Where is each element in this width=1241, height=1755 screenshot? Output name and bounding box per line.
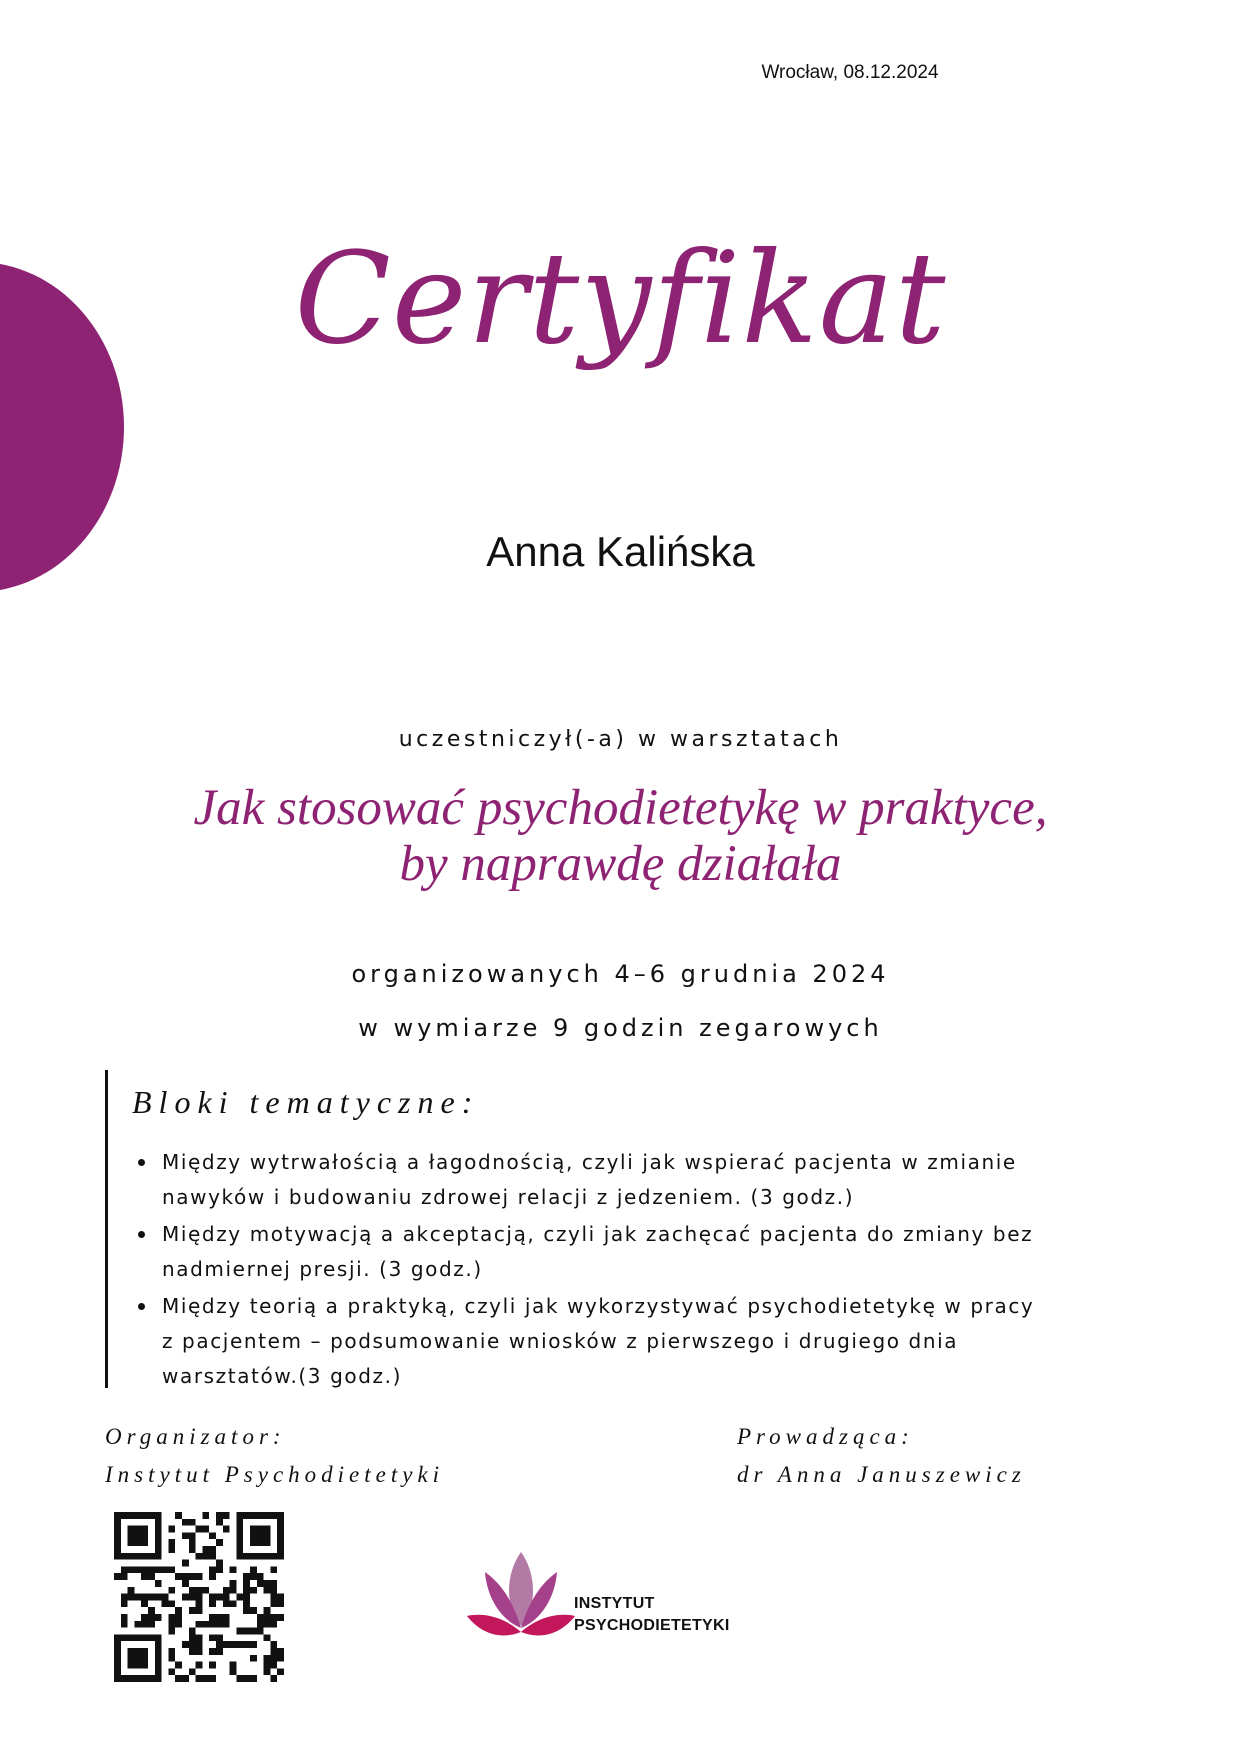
topic-line: warsztatów.(3 godz.): [162, 1364, 402, 1388]
organizer-name: Instytut Psychodietetyki: [105, 1462, 445, 1487]
qr-code-icon[interactable]: [114, 1512, 284, 1682]
workshop-dates: organizowanych 4–6 grudnia 2024: [351, 960, 890, 988]
topic-line: Między motywacją a akceptacją, czyli jak zachęcać pacjenta do zmiany bez: [162, 1222, 1034, 1246]
topic-line: nadmiernej presji. (3 godz.): [162, 1257, 483, 1281]
lotus-icon: [465, 1548, 577, 1648]
topic-item: [132, 1217, 1085, 1287]
participation-text: uczestniczył(-a) w warsztatach: [398, 727, 843, 752]
workshop-title: [0, 780, 1241, 892]
organizer-label: Organizator:: [105, 1424, 286, 1449]
logo-line1: INSTYTUT: [574, 1595, 655, 1612]
topic-line: Między wytrwałością a łagodnością, czyli jak wspierać pacjenta w zmianie: [162, 1150, 1017, 1174]
workshop-title-line1: Jak stosować psychodietetykę w praktyce,: [193, 780, 1048, 836]
topic-blocks-title: Bloki tematyczne:: [132, 1084, 480, 1120]
lead-signature: [737, 1418, 1026, 1494]
topic-blocks: [105, 1070, 1085, 1388]
topic-line: Między teorią a praktyką, czyli jak wykorzystywać psychodietetykę w pracy: [162, 1294, 1035, 1318]
lead-label: Prowadząca:: [737, 1424, 914, 1449]
date-line: Wrocław, 08.12.2024: [761, 62, 939, 83]
workshop-title-line2: by naprawdę działała: [399, 836, 842, 893]
topic-list: [132, 1145, 1085, 1394]
logo-line2: PSYCHODIETETYKI: [574, 1617, 730, 1634]
topic-line: nawyków i budowaniu zdrowej relacji z jedzeniem. (3 godz.): [162, 1185, 855, 1209]
topic-line: z pacjentem – podsumowanie wniosków z pierwszego i drugiego dnia: [162, 1329, 959, 1353]
lead-name: dr Anna Januszewicz: [737, 1462, 1026, 1487]
certificate-title: Certyfikat: [294, 225, 947, 372]
recipient-name: Anna Kalińska: [486, 528, 755, 575]
topic-item: [132, 1289, 1085, 1394]
logo-wordmark: [574, 1593, 730, 1637]
topic-item: [132, 1145, 1085, 1215]
workshop-hours: w wymiarze 9 godzin zegarowych: [358, 1014, 883, 1042]
organizer-signature: [105, 1418, 444, 1494]
